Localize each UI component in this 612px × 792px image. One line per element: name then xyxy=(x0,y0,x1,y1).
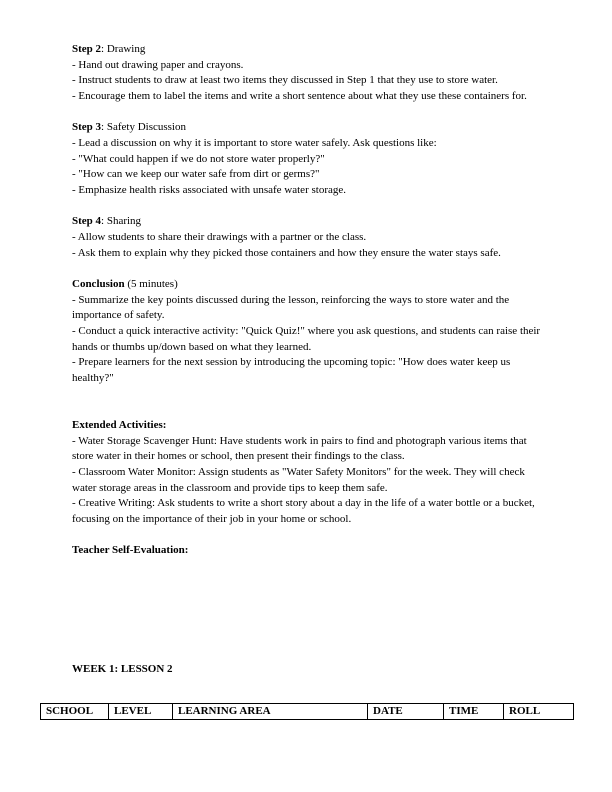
step3-title: : Safety Discussion xyxy=(101,121,186,134)
table-header-cell: SCHOOL xyxy=(41,704,109,720)
week-lesson-title: WEEK 1: LESSON 2 xyxy=(72,663,173,675)
step2-heading-line xyxy=(72,42,544,58)
conclusion-line: - Prepare learners for the next session by introducing the upcoming topic: "How does water keep us healthy?" xyxy=(72,356,511,384)
step3-line: - Lead a discussion on why it is important to store water safely. Ask questions like: xyxy=(72,136,437,149)
step4-line: - Allow students to share their drawings with a partner or the class. xyxy=(72,230,367,243)
lesson-content xyxy=(72,42,544,559)
step2-line: - Instruct students to draw at least two items they discussed in Step 1 that they use to store water. xyxy=(72,74,498,87)
step3-line: - "How can we keep our water safe from dirt or germs?" xyxy=(72,168,320,181)
step4-heading-line xyxy=(72,214,544,230)
extended-activities-heading: Extended Activities: xyxy=(72,419,167,432)
step2-line: - Encourage them to label the items and write a short sentence about what they use these containers for. xyxy=(72,89,527,102)
extended-activity-line: - Creative Writing: Ask students to write a short story about a day in the life of a water bottle or a bucket, focusing on the importance of their job in your home or school. xyxy=(72,497,535,525)
step3-section xyxy=(72,120,544,198)
conclusion-heading-line xyxy=(72,277,544,293)
conclusion-section xyxy=(72,277,544,386)
conclusion-line: - Conduct a quick interactive activity: "Quick Quiz!" where you ask questions, and students can raise their hands or thumbs up/down based on what they learned. xyxy=(72,324,541,353)
step4-heading: Step 4 xyxy=(72,215,102,228)
extended-activity-line: - Water Storage Scavenger Hunt: Have students work in pairs to find and photograph various items that store water in their homes or school, then present their findings to the class. xyxy=(72,434,527,463)
self-evaluation-heading-line xyxy=(72,543,544,559)
step3-line: - "What could happen if we do not store water properly?" xyxy=(72,152,325,165)
extended-activity-line: - Classroom Water Monitor: Assign students as "Water Safety Monitors" for the week. They will check water storage areas in the classroom and provide tips to keep them safe. xyxy=(72,466,525,494)
conclusion-title: (5 minutes) xyxy=(124,278,178,291)
table-header-cell: LEARNING AREA xyxy=(173,704,368,720)
extended-activities-heading-line xyxy=(72,418,544,434)
self-evaluation-heading: Teacher Self-Evaluation: xyxy=(72,544,189,557)
step3-heading: Step 3 xyxy=(72,121,102,134)
conclusion-heading: Conclusion xyxy=(72,278,125,291)
table-header-cell: DATE xyxy=(368,704,444,720)
step2-line: - Hand out drawing paper and crayons. xyxy=(72,58,244,71)
table-header-cell: ROLL xyxy=(504,704,574,720)
step3-heading-line xyxy=(72,120,544,136)
table-header-cell: TIME xyxy=(444,704,504,720)
lesson-info-table xyxy=(40,703,574,720)
step4-line: - Ask them to explain why they picked those containers and how they ensure the water stays safe. xyxy=(72,246,501,259)
conclusion-line: - Summarize the key points discussed during the lesson, reinforcing the ways to store water and the importance of safety. xyxy=(72,293,510,322)
step2-section xyxy=(72,42,544,104)
table-header-row xyxy=(41,704,574,720)
step3-line: - Emphasize health risks associated with unsafe water storage. xyxy=(72,183,346,196)
step4-title: : Sharing xyxy=(101,215,142,228)
step2-heading: Step 2 xyxy=(72,43,102,55)
table-header-cell: LEVEL xyxy=(109,704,173,720)
extended-activities-section xyxy=(72,418,544,527)
step4-section xyxy=(72,214,544,261)
step2-title: : Drawing xyxy=(101,43,146,55)
self-evaluation-section xyxy=(72,543,544,559)
